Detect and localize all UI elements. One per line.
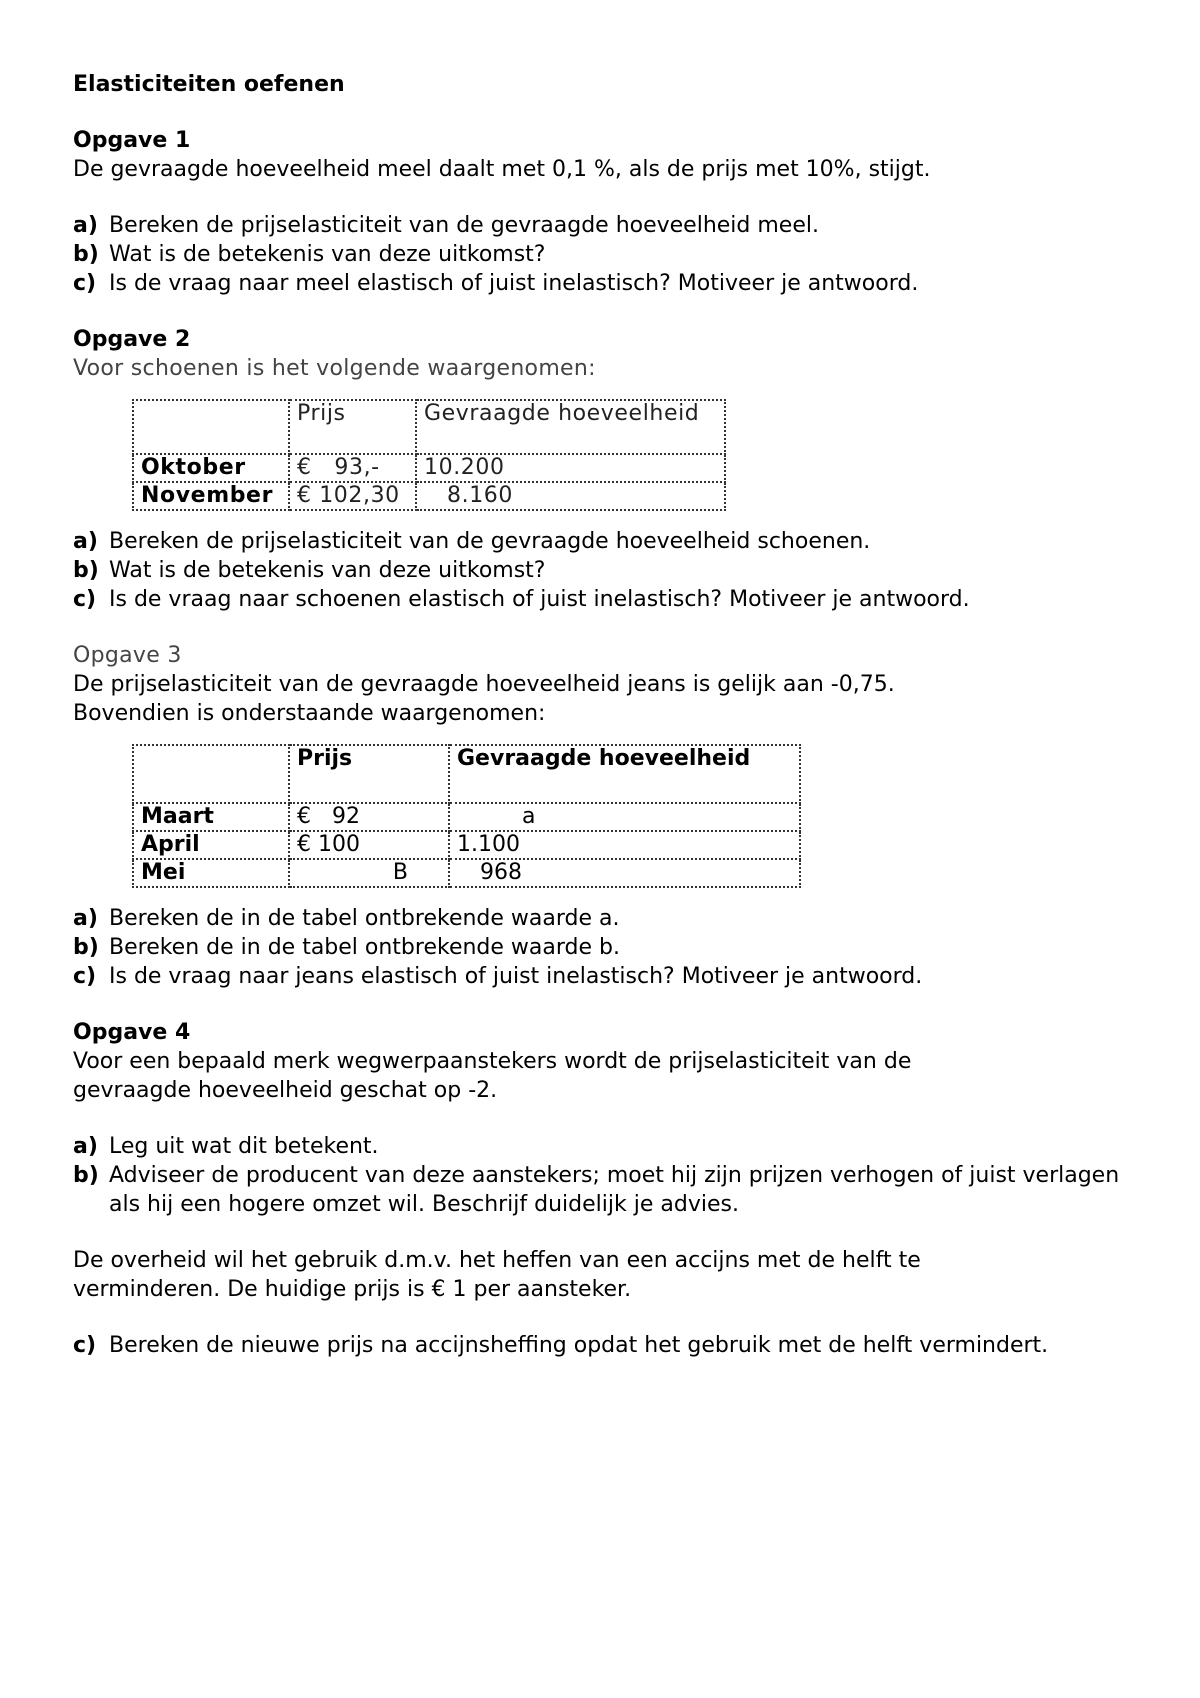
opgave-2-heading: Opgave 2 bbox=[73, 327, 191, 352]
question-label: c) bbox=[73, 271, 97, 296]
table-row bbox=[133, 831, 800, 859]
opgave-4-question-a bbox=[73, 1132, 1143, 1161]
question-label: a) bbox=[73, 1134, 98, 1159]
question-label: c) bbox=[73, 587, 97, 612]
table-row bbox=[133, 803, 800, 831]
table-cell-month: Maart bbox=[133, 803, 289, 831]
opgave-3-question-c bbox=[73, 962, 1143, 991]
table-cell-month: Oktober bbox=[133, 454, 289, 482]
opgave-3-intro-1: De prijselasticiteit van de gevraagde hoeveelheid jeans is gelijk aan -0,75. bbox=[73, 672, 895, 697]
question-text: Adviseer de producent van deze aanstekers; moet hij zijn prijzen verhogen of juist verlagen als hij een hogere omzet wil. Beschrijf duidelijk je advies. bbox=[109, 1163, 1120, 1217]
question-label: a) bbox=[73, 906, 98, 931]
question-label: b) bbox=[73, 242, 99, 267]
opgave-1-intro: De gevraagde hoeveelheid meel daalt met 0,1 %, als de prijs met 10%, stijgt. bbox=[73, 157, 931, 182]
question-text: Wat is de betekenis van deze uitkomst? bbox=[109, 558, 546, 583]
question-text: Bereken de nieuwe prijs na accijnsheffing opdat het gebruik met de helft vermindert. bbox=[109, 1333, 1049, 1358]
shoes-table bbox=[132, 399, 726, 511]
table-header-cell: Prijs bbox=[289, 400, 416, 454]
table-cell-quantity: a bbox=[449, 803, 800, 831]
table-cell-price: B bbox=[289, 859, 449, 887]
opgave-2-question-b bbox=[73, 556, 1143, 585]
opgave-2-intro: Voor schoenen is het volgende waargenomen: bbox=[73, 356, 596, 381]
question-label: b) bbox=[73, 558, 99, 583]
table-row bbox=[133, 482, 725, 510]
question-text: Bereken de in de tabel ontbrekende waarde b. bbox=[109, 935, 620, 960]
table-header-cell: Gevraagde hoeveelheid bbox=[449, 745, 800, 803]
document-page bbox=[73, 70, 1143, 1360]
question-label: c) bbox=[73, 1333, 97, 1358]
opgave-1-heading: Opgave 1 bbox=[73, 128, 191, 153]
question-text: Wat is de betekenis van deze uitkomst? bbox=[109, 242, 546, 267]
opgave-4-heading: Opgave 4 bbox=[73, 1020, 191, 1045]
question-text: Bereken de in de tabel ontbrekende waarde a. bbox=[109, 906, 620, 931]
table-header-cell: Gevraagde hoeveelheid bbox=[416, 400, 725, 454]
table-cell-price: € 92 bbox=[289, 803, 449, 831]
opgave-2-question-a bbox=[73, 527, 1143, 556]
table-cell-quantity: 968 bbox=[449, 859, 800, 887]
question-label: a) bbox=[73, 529, 98, 554]
opgave-4-intro-2: gevraagde hoeveelheid geschat op -2. bbox=[73, 1078, 498, 1103]
table-cell-month: April bbox=[133, 831, 289, 859]
table-row bbox=[133, 454, 725, 482]
document-title: Elasticiteiten oefenen bbox=[73, 72, 345, 97]
opgave-1-question-b bbox=[73, 240, 1143, 269]
question-text: Is de vraag naar jeans elastisch of juist inelastisch? Motiveer je antwoord. bbox=[109, 964, 923, 989]
question-label: c) bbox=[73, 964, 97, 989]
question-label: b) bbox=[73, 1163, 99, 1188]
table-cell-quantity: 1.100 bbox=[449, 831, 800, 859]
opgave-4-paragraph-2: verminderen. De huidige prijs is € 1 per aansteker. bbox=[73, 1277, 632, 1302]
question-text: Is de vraag naar schoenen elastisch of juist inelastisch? Motiveer je antwoord. bbox=[109, 587, 970, 612]
question-text: Bereken de prijselasticiteit van de gevraagde hoeveelheid schoenen. bbox=[109, 529, 871, 554]
opgave-3-heading: Opgave 3 bbox=[73, 643, 182, 668]
table-header-cell bbox=[133, 400, 289, 454]
opgave-1-question-c bbox=[73, 269, 1143, 298]
table-cell-month: Mei bbox=[133, 859, 289, 887]
opgave-4-question-c bbox=[73, 1331, 1143, 1360]
jeans-table bbox=[132, 744, 801, 888]
table-cell-quantity: 10.200 bbox=[416, 454, 725, 482]
table-header-row bbox=[133, 400, 725, 454]
opgave-3-intro-2: Bovendien is onderstaande waargenomen: bbox=[73, 701, 546, 726]
table-header-cell: Prijs bbox=[289, 745, 449, 803]
opgave-4-intro-1: Voor een bepaald merk wegwerpaanstekers wordt de prijselasticiteit van de bbox=[73, 1049, 912, 1074]
table-header-row bbox=[133, 745, 800, 803]
opgave-3-question-a bbox=[73, 904, 1143, 933]
opgave-4-paragraph-1: De overheid wil het gebruik d.m.v. het heffen van een accijns met de helft te bbox=[73, 1248, 921, 1273]
question-text: Bereken de prijselasticiteit van de gevraagde hoeveelheid meel. bbox=[109, 213, 819, 238]
table-row bbox=[133, 859, 800, 887]
opgave-1-question-a bbox=[73, 211, 1143, 240]
table-cell-price: € 100 bbox=[289, 831, 449, 859]
table-cell-price: € 93,- bbox=[289, 454, 416, 482]
opgave-2-question-c bbox=[73, 585, 1143, 614]
question-text: Leg uit wat dit betekent. bbox=[109, 1134, 379, 1159]
question-text: Is de vraag naar meel elastisch of juist inelastisch? Motiveer je antwoord. bbox=[109, 271, 919, 296]
question-label: b) bbox=[73, 935, 99, 960]
question-label: a) bbox=[73, 213, 98, 238]
table-header-cell bbox=[133, 745, 289, 803]
opgave-3-question-b bbox=[73, 933, 1143, 962]
table-cell-price: € 102,30 bbox=[289, 482, 416, 510]
opgave-4-question-b bbox=[73, 1161, 1143, 1219]
table-cell-quantity: 8.160 bbox=[416, 482, 725, 510]
table-cell-month: November bbox=[133, 482, 289, 510]
